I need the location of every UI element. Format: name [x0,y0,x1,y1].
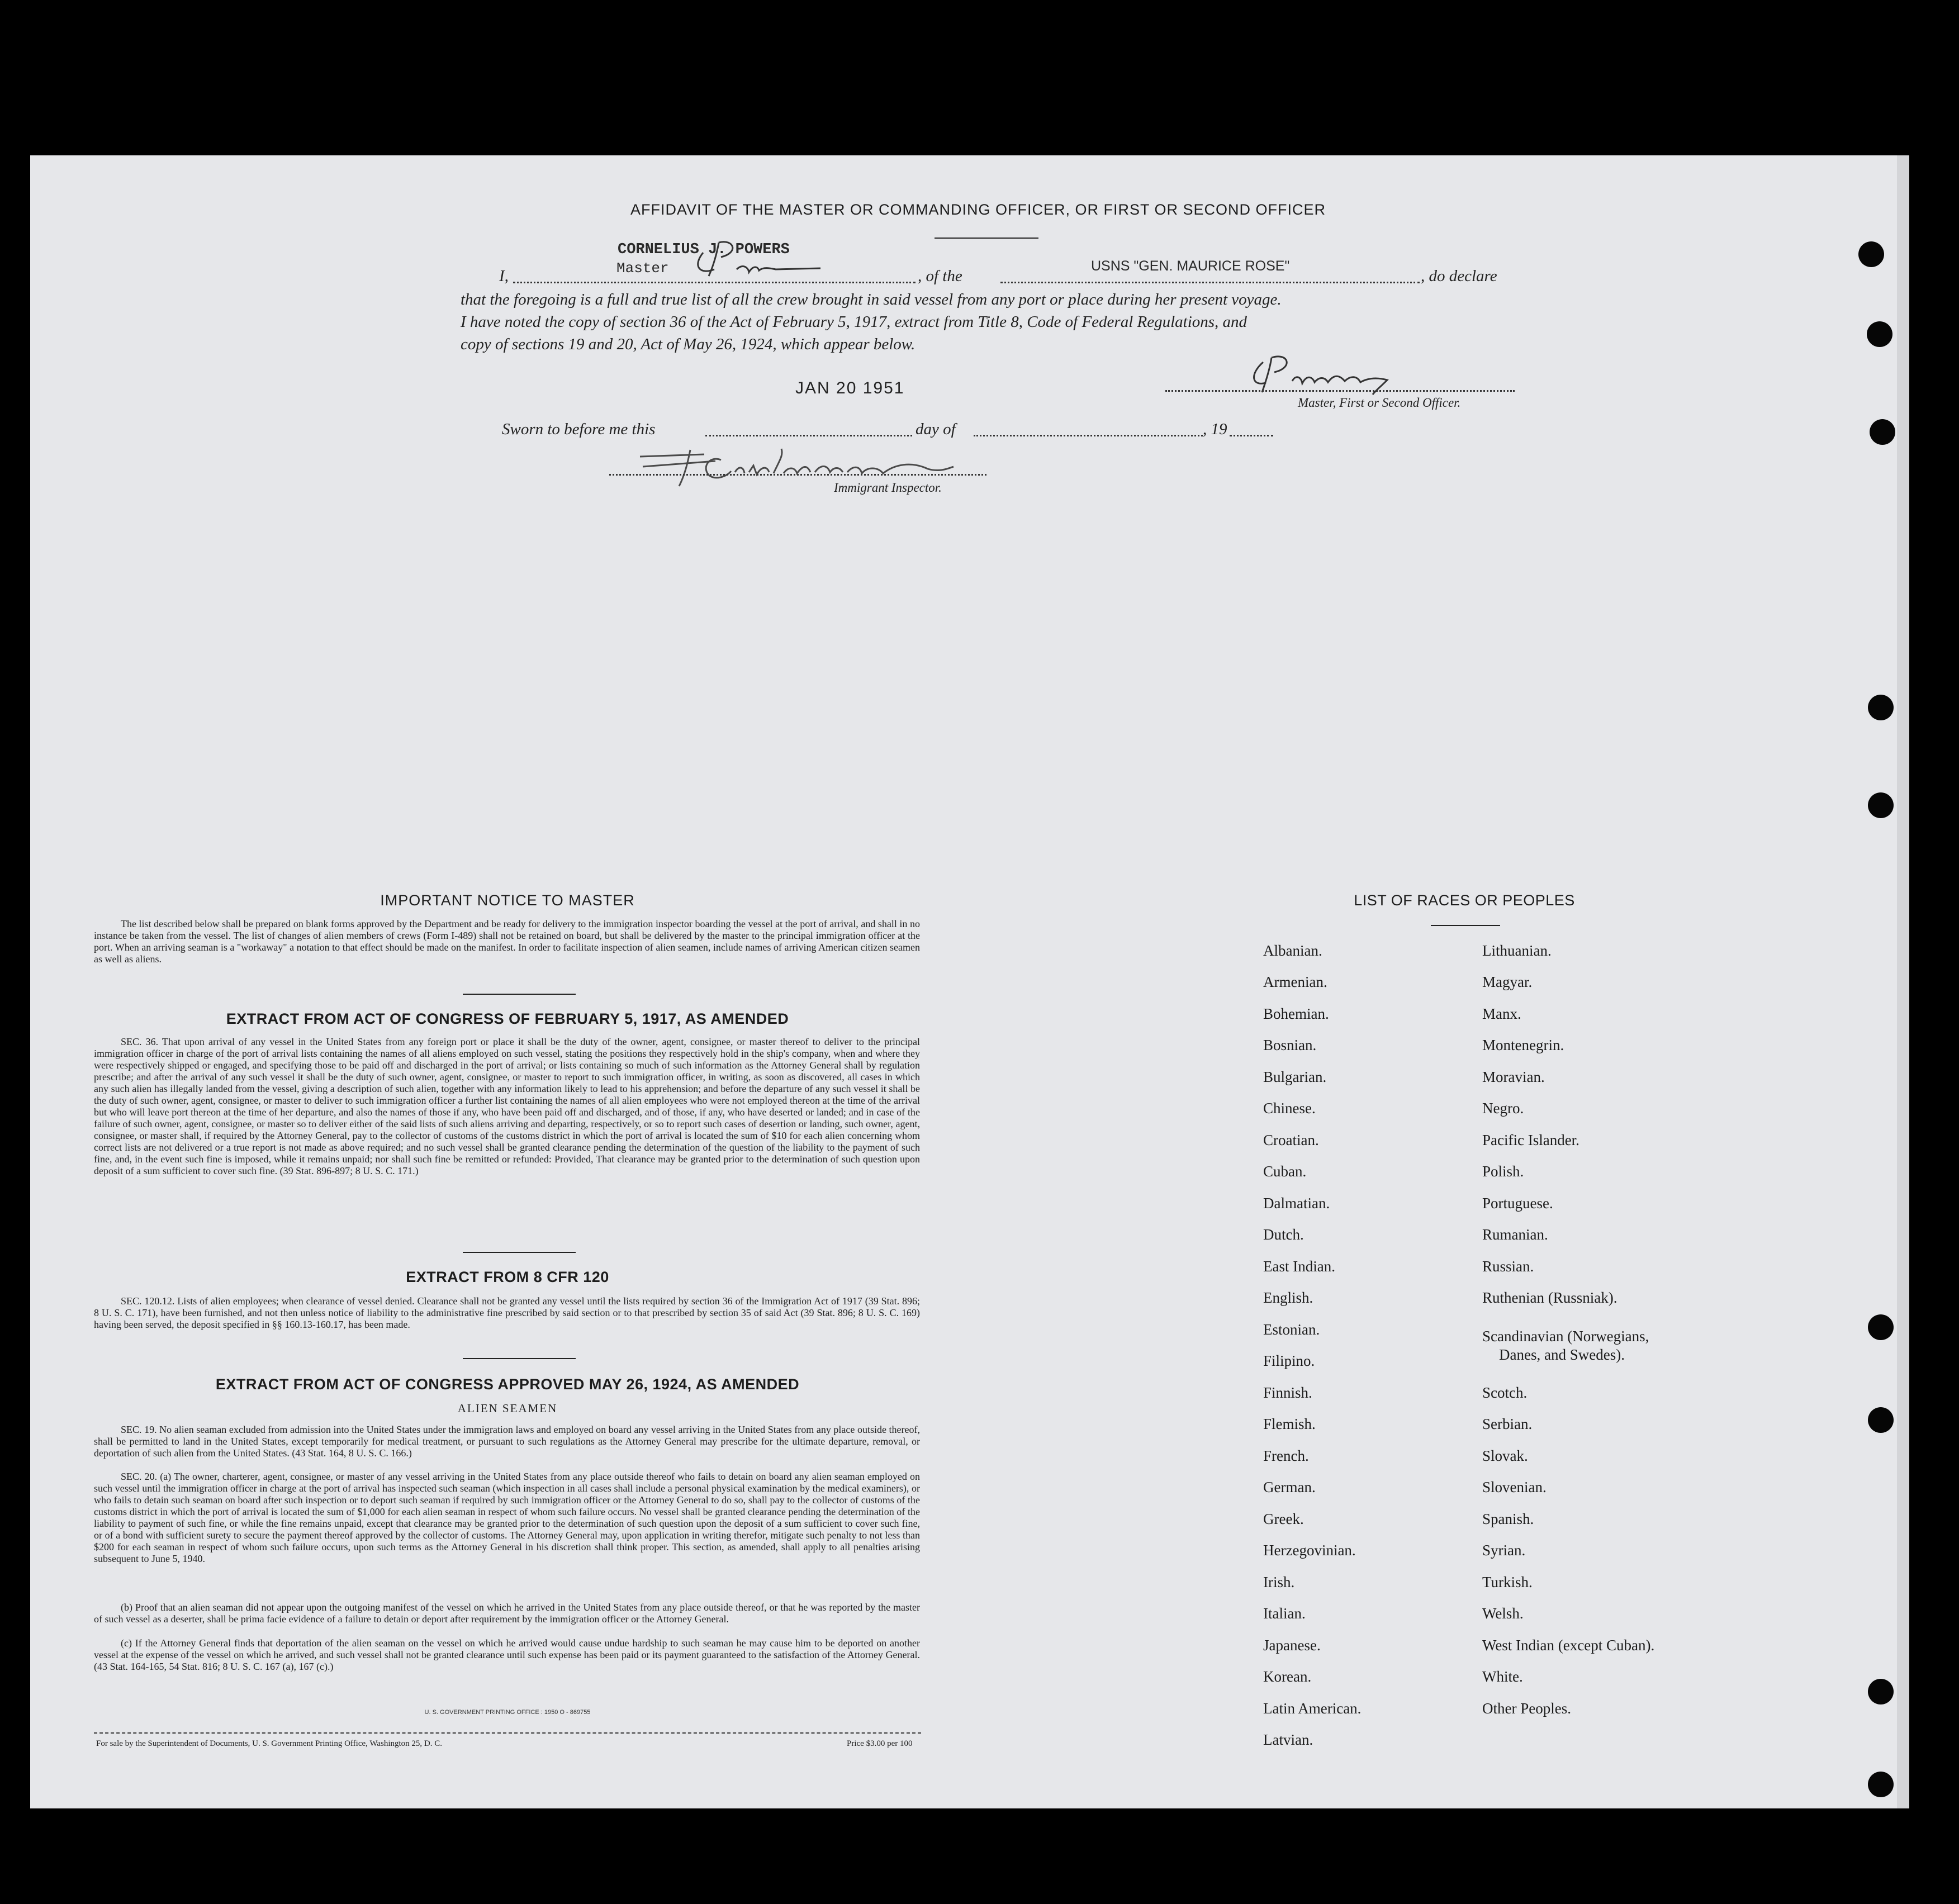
divider [1431,925,1500,926]
race-item: Flemish. [1263,1416,1316,1432]
divider [935,238,1038,239]
affidavit-title: AFFIDAVIT OF THE MASTER OR COMMANDING OFFICER, OR FIRST OR SECOND OFFICER [630,201,1326,218]
section-20b-text: (b) Proof that an alien seaman did not appear upon the outgoing manifest of the vessel on which he arrived in the United States from any place outside thereof, or that he was reported by the master of such vessel as a deserter, shall be prima facie evidence of a failure to detain or deport after requirement by the immigration officer or the Attorney General. [94,1602,920,1625]
race-item: Other Peoples. [1482,1700,1571,1717]
notice-title: IMPORTANT NOTICE TO MASTER [380,892,635,909]
inspector-caption: Immigrant Inspector. [834,481,942,495]
race-item: Welsh. [1482,1605,1524,1622]
punch-hole [1868,1772,1894,1797]
vessel-name: USNS "GEN. MAURICE ROSE" [1091,258,1290,274]
master-rank: Master [616,260,669,277]
race-item: Latin American. [1263,1700,1362,1717]
race-item: Greek. [1263,1511,1304,1527]
declaration-line-4: copy of sections 19 and 20, Act of May 26, 1924, which appear below. [461,335,916,353]
i-label: I, [499,267,509,285]
punch-hole [1858,241,1884,267]
race-item: Slovenian. [1482,1479,1547,1495]
declaration-line-2: that the foregoing is a full and true list of all the crew brought in said vessel from any port or place during her present voyage. [461,291,1282,308]
punch-hole [1867,321,1892,347]
notice-text: The list described below shall be prepared on blank forms approved by the Department and be ready for delivery to the immigration inspector boarding the vessel at the port of arrival, and shall in no instance be taken from the vessel. The list of changes of alien members of crews (Form I-489) shall not be retained on board, but shall be delivered by the master to the principal immigration officer at the port. When an arriving seaman is a "workaway" a notation to that effect should be made on the manifest. In order to facilitate inspection of alien seamen, include names of arriving American citizen seamen as well as aliens. [94,918,920,965]
race-item: Pacific Islander. [1482,1132,1579,1148]
punch-hole [1868,1407,1894,1433]
race-item: Manx. [1482,1005,1521,1022]
race-item: English. [1263,1289,1313,1306]
of-the-label: , of the [918,267,962,285]
race-item: Danes, and Swedes). [1499,1346,1625,1363]
section-20c-text: (c) If the Attorney General finds that deportation of the alien seaman on the vessel on which he arrived would cause undue hardship to such seaman he may cause him to be deported on another vessel at the expense of the vessel on which he arrived, and such vessel shall not be granted clearance until such expense has been paid or its payment guaranteed to the satisfaction of the Attorney General. (43 Stat. 164-165, 54 Stat. 816; 8 U. S. C. 167 (a), 167 (c).) [94,1637,920,1672]
vessel-line [1000,282,1420,283]
race-item: Polish. [1482,1163,1524,1180]
race-item: German. [1263,1479,1316,1495]
race-item: Bosnian. [1263,1037,1317,1053]
extract-1917-title: EXTRACT FROM ACT OF CONGRESS OF FEBRUARY 5, 1917, AS AMENDED [226,1010,789,1027]
section-19-text: SEC. 19. No alien seaman excluded from admission into the United States under the immigration laws and employed on board any vessel arriving in the United States from any place outside thereof, shall be permitted to land in the United States, except temporarily for medical treatment, or pursuant to such regulations as the Attorney General may prescribe for the ultimate departure, removal, or deportation of such alien from the United States. (43 Stat. 164, 8 U. S. C. 166.) [94,1424,920,1459]
sworn-year-line [1230,435,1273,436]
date-stamp: JAN 20 1951 [795,379,905,397]
race-item: Armenian. [1263,974,1327,990]
section-20a-text: SEC. 20. (a) The owner, charterer, agent, consignee, or master of any vessel arriving in the United States from any place outside thereof who fails to detain on board any alien seaman employed on such vessel until the immigration officer in charge at the port of arrival has inspected such seaman (which inspection in all cases shall include a personal physical examination by the medical examiners), or who fails to detain such seaman on board after such inspection or to deport such seaman if required by such immigration officer or the Attorney General to do so, shall pay to the collector of customs of the customs district in which the port of arrival is located the sum of $1,000 for each alien seaman in respect of whom such failure occurs. No vessel shall be granted clearance pending the determination of the liability to payment of such fine, or while the fine remains unpaid, except that clearance may be granted prior to the determination of such question upon the deposit of a sum sufficient to cover such fine, or of a bond with sufficient surety to secure the payment thereof approved by the collector of customs. The Attorney General may, upon application in writing therefor, mitigate such penalty to not less than $200 for each seaman in respect of whom such failure occurs, upon such terms as the Attorney General in his discretion shall think proper. This section, as amended, shall apply to all penalties arising subsequent to June 5, 1940. [94,1471,920,1564]
race-item: Dalmatian. [1263,1195,1330,1212]
gpo-imprint: U. S. GOVERNMENT PRINTING OFFICE : 1950 O - 869755 [424,1709,591,1716]
race-item: Herzegovinian. [1263,1542,1356,1559]
race-item: Bohemian. [1263,1005,1329,1022]
sworn-month-line [974,435,1203,436]
sale-notice: For sale by the Superintendent of Documents, U. S. Government Printing Office, Washington 25, D. C. [96,1739,442,1748]
punch-hole [1868,1679,1894,1704]
master-signature [686,236,832,281]
race-item: Scandinavian (Norwegians, [1482,1328,1649,1345]
footer-rule [94,1732,921,1734]
race-item: Scotch. [1482,1384,1528,1401]
sworn-label: Sworn to before me this [502,420,656,438]
divider [463,994,576,995]
race-item: Chinese. [1263,1100,1316,1117]
extract-1924-title: EXTRACT FROM ACT OF CONGRESS APPROVED MAY 26, 1924, AS AMENDED [215,1376,800,1393]
divider [463,1358,576,1359]
race-item: West Indian (except Cuban). [1482,1637,1655,1654]
divider [463,1252,576,1253]
year-label: , 19 [1203,420,1227,438]
race-item: Latvian. [1263,1731,1313,1748]
race-item: Syrian. [1482,1542,1526,1559]
race-item: Ruthenian (Russniak). [1482,1289,1618,1306]
race-item: Dutch. [1263,1226,1304,1243]
extract-cfr-title: EXTRACT FROM 8 CFR 120 [406,1269,609,1285]
declaration-line-3: I have noted the copy of section 36 of the Act of February 5, 1917, extract from Title 8, Code of Federal Regulations, and [461,313,1248,331]
race-item: Filipino. [1263,1352,1315,1369]
race-item: Estonian. [1263,1321,1320,1338]
declare-label: , do declare [1421,267,1497,285]
race-item: Magyar. [1482,974,1533,990]
races-title: LIST OF RACES OR PEOPLES [1354,892,1575,909]
day-of-label: day of [916,420,956,438]
race-item: Slovak. [1482,1447,1528,1464]
race-item: White. [1482,1668,1523,1685]
extract-1924-subtitle: ALIEN SEAMEN [457,1402,558,1415]
race-item: Turkish. [1482,1574,1533,1590]
extract-1917-text: SEC. 36. That upon arrival of any vessel in the United States from any foreign port or place it shall be the duty of the owner, agent, consignee, or master thereof to deliver to the principal immigration officer in charge of the port of arrival lists containing the names of all aliens employed on such vessel, stating the positions they respectively hold in the ship's company, when and where they were respectively shipped or engaged, and specifying those to be paid off and discharged in the port of arrival; or lists containing so much of such information as the Attorney General shall by regulation prescribe; and after the arrival of any such vessel it shall be the duty of such owner, agent, consignee, or master to report to such immigration officer, in writing, as soon as discovered, all cases in which any such alien has illegally landed from the vessel, giving a description of such alien, together with any information likely to lead to his apprehension; and before the departure of any such vessel it shall be the duty of such owner, agent, consignee, or master to deliver to such immigration officer a further list containing the names of all alien employees who were not employed thereon at the time of the arrival but who will leave port thereon at the time of her departure, and also the names of those if any, who have been paid off and discharged, and of those, if any, who have deserted or landed; and in case of the failure of such owner, agent, consignee, or master so to deliver either of the said lists of such aliens arriving and departing, respectively, or so to report such cases of desertion or landing, such owner, agent, consignee, or master shall, if required by the Attorney General, pay to the collector of customs of the customs district in which the port of arrival is located the sum of $10 for each alien concerning whom correct lists are not delivered or a true report is not made as above required; and no such vessel shall be granted clearance pending the determination of the question of the liability to the payment of such fine, and, in the event such fine is imposed, while it remains unpaid; nor shall such fine be remitted or refunded: Provided, That clearance may be granted prior to the determination of such question upon deposit of a sum sufficient to cover such fine. (39 Stat. 896-897; 8 U. S. C. 171.) [94,1036,920,1176]
extract-cfr-text: SEC. 120.12. Lists of alien employees; when clearance of vessel denied. Clearance shall not be granted any vessel until the lists required by section 36 of the Immigration Act of 1917 (39 Stat. 896; 8 U. S. C. 171), have been furnished, and not then unless notice of liability to the administrative fine prescribed by said section or to that prescribed by section 35 of said Act (39 Stat. 896; 8 U. S. C. 169) having been served, the deposit specified in §§ 160.13-160.17, has been made. [94,1295,920,1330]
race-item: Italian. [1263,1605,1306,1622]
punch-hole [1868,695,1894,720]
race-item: Croatian. [1263,1132,1319,1148]
inspector-line [609,474,986,476]
race-item: Montenegrin. [1482,1037,1564,1053]
race-item: Serbian. [1482,1416,1533,1432]
signature-line [1165,390,1515,392]
punch-hole [1870,419,1895,445]
price-notice: Price $3.00 per 100 [847,1739,913,1748]
page-edge [1897,155,1909,1808]
signer-caption: Master, First or Second Officer. [1298,396,1461,410]
punch-hole [1868,792,1894,818]
race-item: French. [1263,1447,1309,1464]
race-item: Korean. [1263,1668,1312,1685]
race-item: Negro. [1482,1100,1524,1117]
sworn-day-line [705,435,912,436]
race-item: Spanish. [1482,1511,1534,1527]
master-name: CORNELIUS J. POWERS [618,241,790,258]
race-item: Japanese. [1263,1637,1321,1654]
race-item: Bulgarian. [1263,1069,1327,1085]
race-item: Portuguese. [1482,1195,1553,1212]
race-item: Irish. [1263,1574,1295,1590]
race-item: Albanian. [1263,942,1322,959]
name-line [513,282,916,283]
race-item: East Indian. [1263,1258,1335,1275]
race-item: Rumanian. [1482,1226,1548,1243]
race-item: Finnish. [1263,1384,1312,1401]
race-item: Moravian. [1482,1069,1545,1085]
race-item: Russian. [1482,1258,1534,1275]
race-item: Cuban. [1263,1163,1307,1180]
race-item: Lithuanian. [1482,942,1552,959]
punch-hole [1868,1314,1894,1340]
